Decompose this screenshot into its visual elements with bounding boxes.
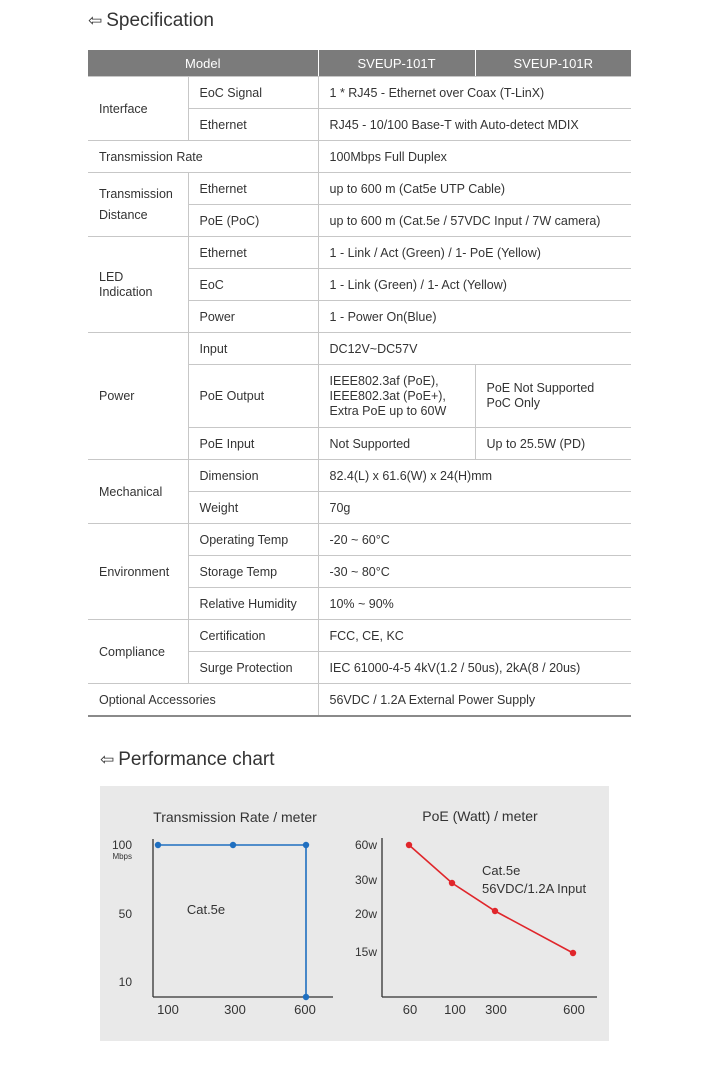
- group-transmission-distance-line2: Distance: [99, 207, 148, 222]
- group-led-line2: Indication: [99, 284, 153, 299]
- chart2-x-tick: 100: [444, 1002, 466, 1017]
- label-ethernet: Ethernet: [188, 109, 318, 141]
- value-dimension: 82.4(L) x 61.6(W) x 24(H)mm: [318, 460, 631, 492]
- label-operating-temp: Operating Temp: [188, 524, 318, 556]
- value-poe-output-t: [318, 365, 475, 428]
- value-eoc-signal: 1 * RJ45 - Ethernet over Coax (T-LinX): [318, 77, 631, 109]
- chart2-annotation-line2: 56VDC/1.2A Input: [482, 881, 587, 896]
- chart1-data-point: [155, 842, 161, 848]
- specification-table: [88, 50, 631, 717]
- header-model: Model: [88, 50, 318, 77]
- chart2-data-point: [492, 908, 498, 914]
- chart2-data-point: [570, 950, 576, 956]
- chart1-y-tick: 50: [118, 907, 132, 921]
- group-optional-accessories: Optional Accessories: [88, 684, 318, 717]
- chart2-y-tick: 15w: [354, 945, 377, 959]
- header-sveup-101t: SVEUP-101T: [318, 50, 475, 77]
- poe-output-t-line3: Extra PoE up to 60W: [329, 403, 447, 418]
- label-relative-humidity: Relative Humidity: [188, 588, 318, 620]
- group-environment: Environment: [88, 524, 188, 620]
- value-power-input: DC12V~DC57V: [318, 333, 631, 365]
- table-row: [88, 173, 631, 205]
- value-optional-accessories: 56VDC / 1.2A External Power Supply: [318, 684, 631, 717]
- specification-title: ⇦ Specification: [88, 10, 214, 31]
- poe-output-r-line2: PoC Only: [486, 396, 541, 410]
- value-storage-temp: -30 ~ 80°C: [318, 556, 631, 588]
- label-led-eoc: EoC: [188, 269, 318, 301]
- table-row: [88, 77, 631, 109]
- label-dimension: Dimension: [188, 460, 318, 492]
- table-row: [88, 237, 631, 269]
- value-transmission-rate: 100Mbps Full Duplex: [318, 141, 631, 173]
- chart1-y-tick: 10: [118, 975, 132, 989]
- poe-output-r-line1: PoE Not Supported: [486, 381, 595, 395]
- table-row: [88, 141, 631, 173]
- chart1-x-tick: 100: [157, 1002, 179, 1017]
- group-led-line1: LED: [99, 269, 124, 284]
- performance-charts: [100, 786, 609, 1041]
- value-certification: FCC, CE, KC: [318, 620, 631, 652]
- group-compliance: Compliance: [88, 620, 188, 684]
- chart1-data-point: [303, 842, 309, 848]
- chart2-x-tick: 60: [402, 1002, 418, 1017]
- chart1-y-tick: 100: [111, 838, 132, 852]
- arrow-left-icon: ⇦: [88, 11, 103, 30]
- group-transmission-distance-line1: Transmission: [99, 186, 173, 201]
- label-led-power: Power: [188, 301, 318, 333]
- chart2-title: PoE (Watt) / meter: [422, 808, 538, 824]
- chart1-x-tick: 300: [224, 1002, 246, 1017]
- chart1-data-point: [230, 842, 236, 848]
- label-certification: Certification: [188, 620, 318, 652]
- chart1-x-tick: 600: [294, 1002, 316, 1017]
- group-led-indication: [88, 237, 188, 333]
- arrow-left-icon: ⇦: [100, 750, 115, 769]
- label-eoc-signal: EoC Signal: [188, 77, 318, 109]
- label-power-input: Input: [188, 333, 318, 365]
- label-poe-output: PoE Output: [188, 365, 318, 428]
- chart1-data-point: [303, 994, 309, 1000]
- group-interface: Interface: [88, 77, 188, 141]
- value-poe-input-r: Up to 25.5W (PD): [475, 428, 631, 460]
- chart1-y-unit: Mbps: [112, 852, 132, 861]
- table-row: [88, 620, 631, 652]
- chart2-y-tick: 60w: [354, 838, 377, 852]
- table-row: [88, 333, 631, 365]
- label-led-ethernet: Ethernet: [188, 237, 318, 269]
- value-distance-ethernet: up to 600 m (Cat5e UTP Cable): [318, 173, 631, 205]
- table-row: [88, 684, 631, 717]
- chart2-y-tick: 20w: [354, 907, 377, 921]
- label-distance-poe: PoE (PoC): [188, 205, 318, 237]
- value-led-ethernet: 1 - Link / Act (Green) / 1- PoE (Yellow): [318, 237, 631, 269]
- chart2-data-point: [406, 842, 412, 848]
- performance-title: ⇦ Performance chart: [100, 749, 275, 770]
- group-mechanical: Mechanical: [88, 460, 188, 524]
- chart2-x-tick: 600: [563, 1002, 585, 1017]
- value-weight: 70g: [318, 492, 631, 524]
- label-storage-temp: Storage Temp: [188, 556, 318, 588]
- label-surge-protection: Surge Protection: [188, 652, 318, 684]
- chart2-x-tick: 300: [485, 1002, 507, 1017]
- group-power: Power: [88, 333, 188, 460]
- table-row: [88, 524, 631, 556]
- value-ethernet: RJ45 - 10/100 Base-T with Auto-detect MDIX: [318, 109, 631, 141]
- header-sveup-101r: SVEUP-101R: [475, 50, 631, 77]
- value-poe-output-r: [475, 365, 631, 428]
- group-transmission-rate: Transmission Rate: [88, 141, 318, 173]
- poe-output-t-line2: IEEE802.3at (PoE+),: [329, 388, 446, 403]
- label-distance-ethernet: Ethernet: [188, 173, 318, 205]
- table-row: [88, 460, 631, 492]
- value-surge-protection: IEC 61000-4-5 4kV(1.2 / 50us), 2kA(8 / 20us): [318, 652, 631, 684]
- performance-chart-panel: [100, 786, 609, 1041]
- poe-output-t-line1: IEEE802.3af (PoE),: [329, 373, 439, 388]
- value-relative-humidity: 10% ~ 90%: [318, 588, 631, 620]
- table-header-row: [88, 50, 631, 77]
- value-led-power: 1 - Power On(Blue): [318, 301, 631, 333]
- value-led-eoc: 1 - Link (Green) / 1- Act (Yellow): [318, 269, 631, 301]
- chart1-annotation: Cat.5e: [186, 902, 226, 917]
- chart2-data-point: [449, 880, 455, 886]
- label-poe-input: PoE Input: [188, 428, 318, 460]
- chart2-annotation-line1: Cat.5e: [482, 863, 521, 878]
- value-distance-poe: up to 600 m (Cat.5e / 57VDC Input / 7W camera): [318, 205, 631, 237]
- value-poe-input-t: Not Supported: [318, 428, 475, 460]
- chart2-series-line: [409, 845, 573, 953]
- chart2-y-tick: 30w: [354, 873, 377, 887]
- value-operating-temp: -20 ~ 60°C: [318, 524, 631, 556]
- label-weight: Weight: [188, 492, 318, 524]
- group-transmission-distance: [88, 173, 188, 237]
- chart1-title: Transmission Rate / meter: [153, 809, 317, 825]
